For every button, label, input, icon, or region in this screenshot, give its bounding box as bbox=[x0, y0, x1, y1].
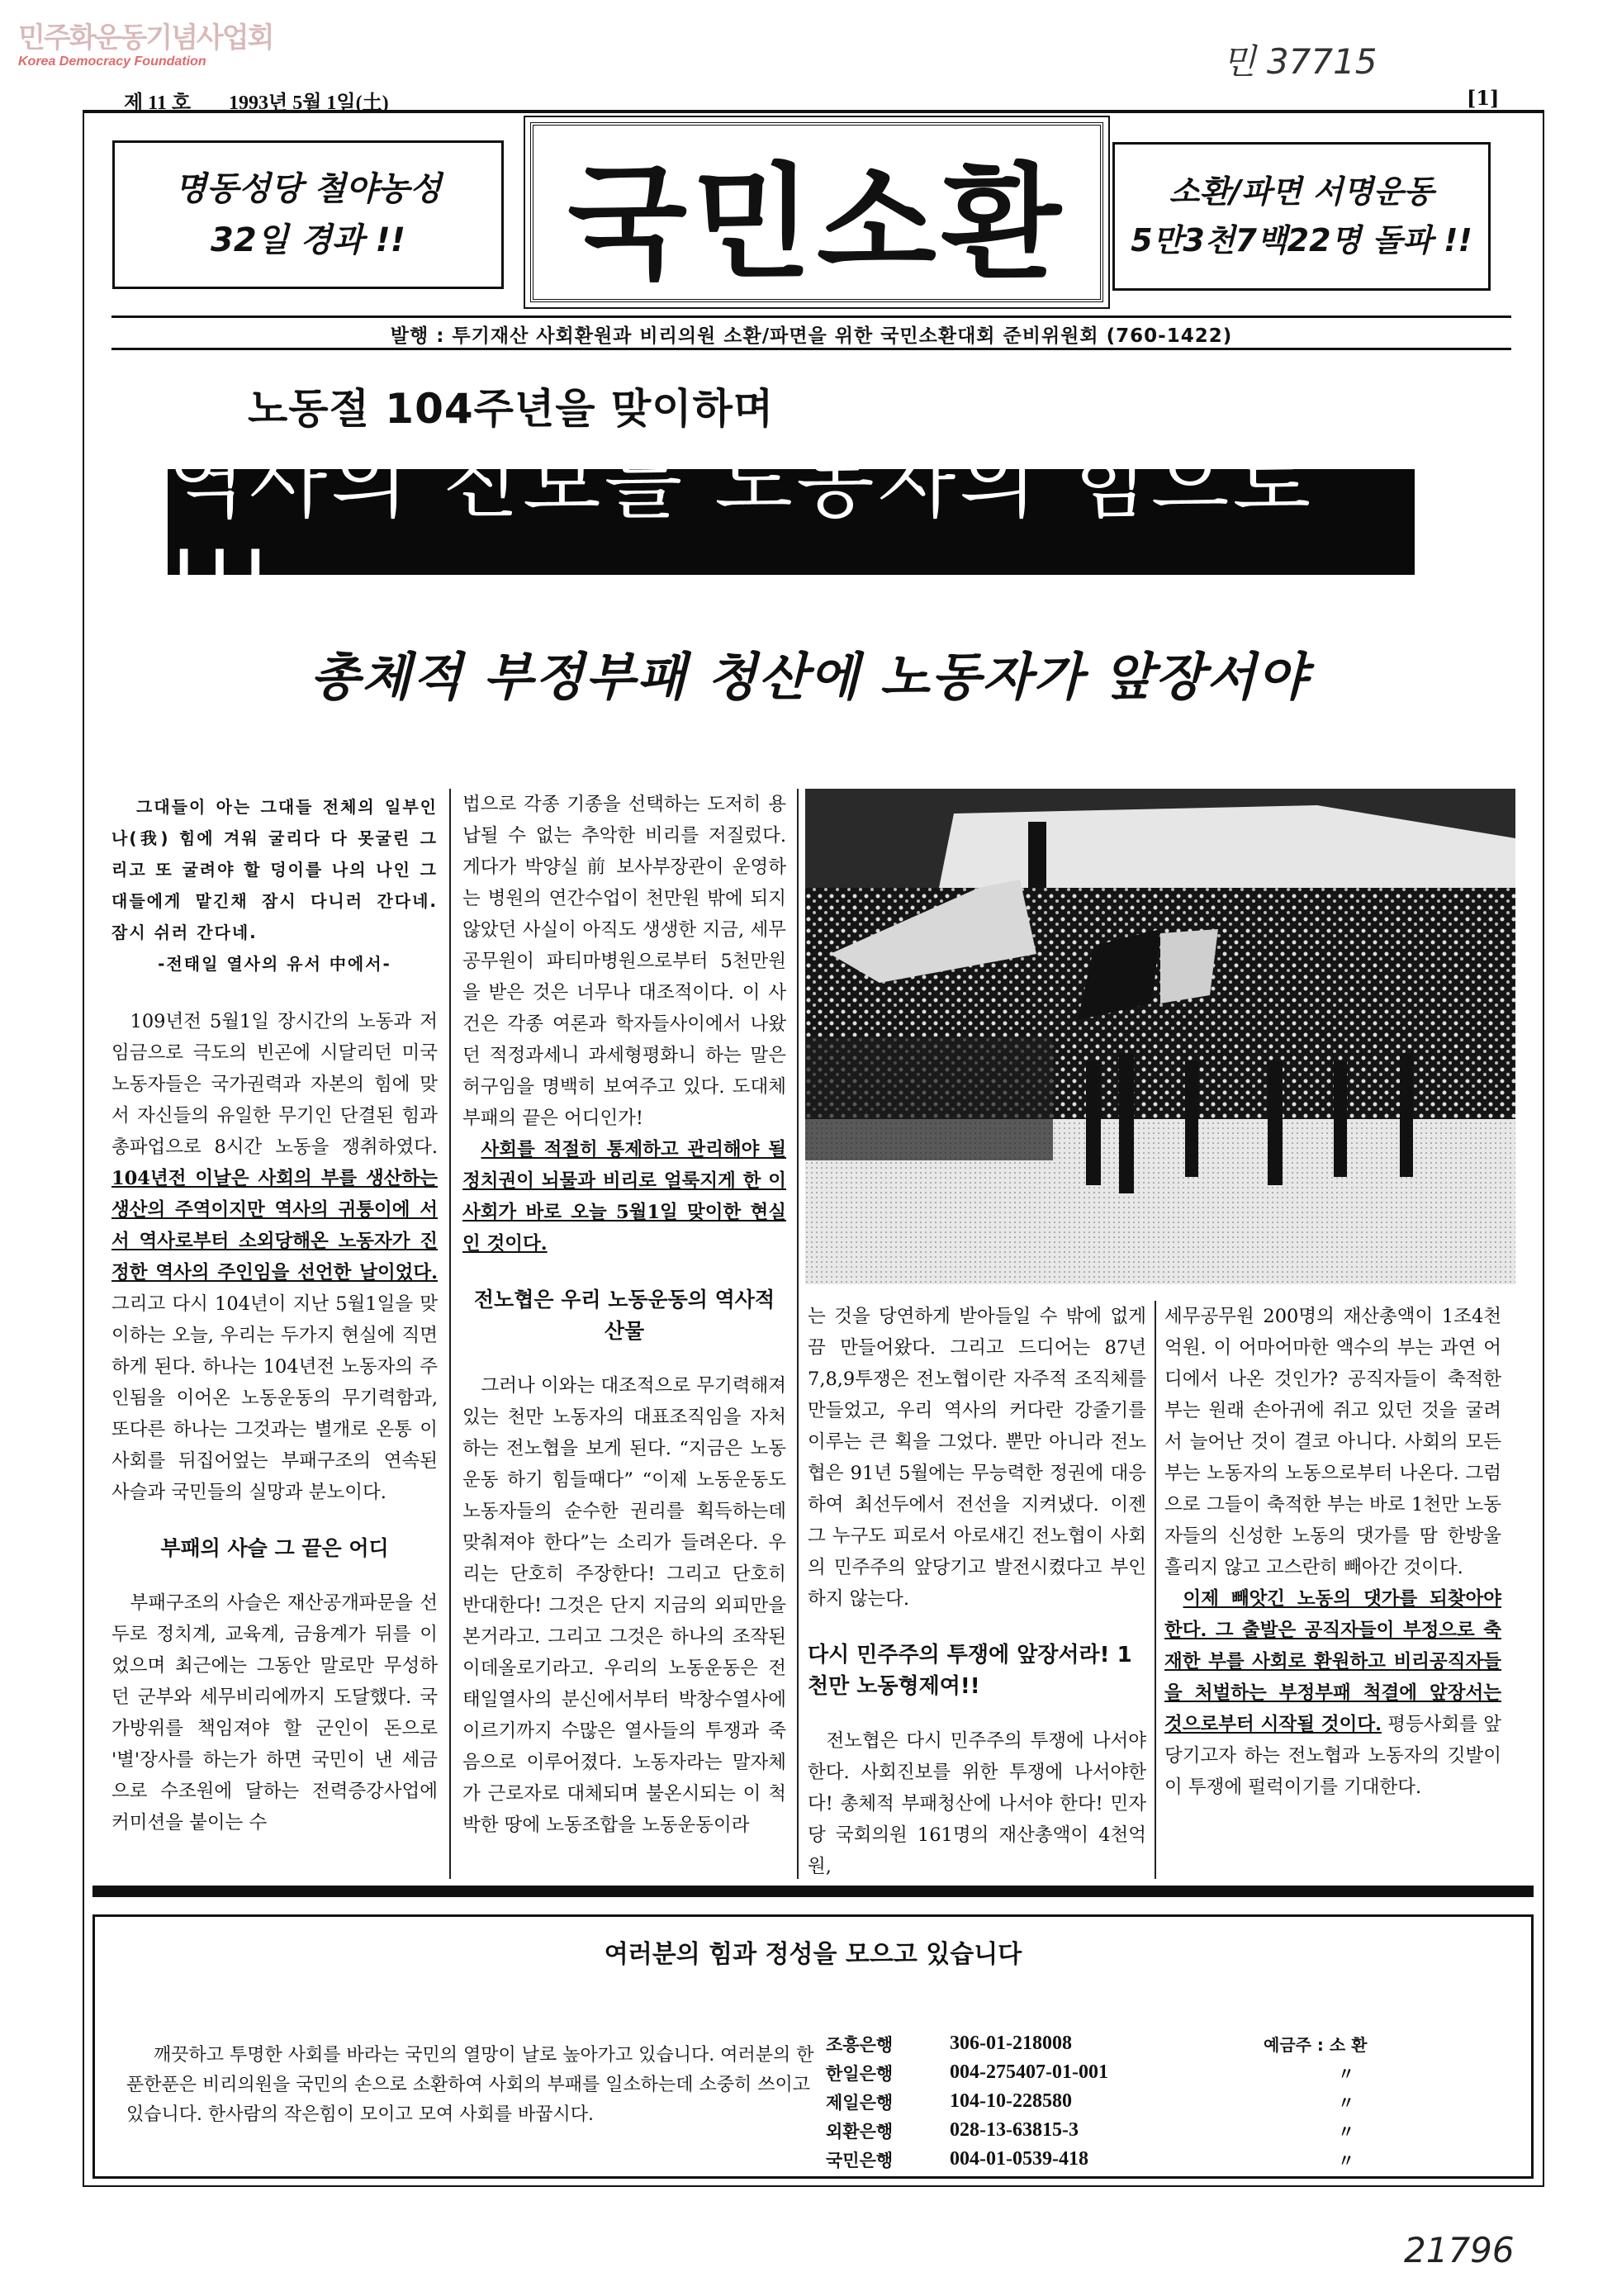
publisher-rule-bottom bbox=[111, 348, 1511, 350]
account-owner: 〃 bbox=[1338, 2151, 1354, 2170]
epigraph-poem bbox=[111, 791, 438, 948]
account-number: 004-275407-01-001 bbox=[950, 2061, 1108, 2083]
donation-appeal-text: 깨끗하고 투명한 사회를 바라는 국민의 열망이 날로 높아가고 있습니다. 여러분의 한푼한푼은 비리의원을 국민의 손으로 소환하여 사회의 부패를 일소하는데 소중히 쓰이고 있습니다. 한사람의 작은힘이 모이고 모여 사회를 바꿉시다. bbox=[126, 2045, 814, 2125]
column-divider bbox=[449, 789, 451, 1879]
account-number: 004-01-0539-418 bbox=[950, 2148, 1088, 2170]
emphasized-text: 이제 빼앗긴 노동의 댓가를 되찾아야 한다. 그 출발은 공직자들이 부정으로 축재한 부를 사회로 환원하고 비리공직자들을 처벌하는 부정부패 척결에 앞장서는 것으로부터 시작될 것이다. bbox=[1164, 1588, 1501, 1735]
column-divider bbox=[1155, 1301, 1156, 1879]
paragraph bbox=[462, 1134, 786, 1259]
main-headline: 역사의 진보를 노동자의 힘으로 !!! bbox=[168, 469, 1415, 575]
account-number: 306-01-218008 bbox=[950, 2033, 1072, 2054]
donation-appeal bbox=[126, 2041, 820, 2130]
emphasized-text: 사회를 적절히 통제하고 관리해야 될 정치권이 뇌물과 비리로 얼룩지게 한 이 사회가 바로 오늘 5월1일 맞이한 현실인 것이다. bbox=[462, 1139, 786, 1255]
bank-name: 한일은행 bbox=[826, 2063, 894, 2084]
rally-photo bbox=[805, 789, 1515, 1284]
bank-name: 조흥은행 bbox=[826, 2034, 894, 2055]
article-column-3 bbox=[808, 1301, 1146, 1882]
epigraph-text: 그대들이 아는 그대들 전체의 일부인 나(我) 힘에 겨워 굴리다 다 못굴린 그리고 또 굴려야 할 덩이를 나의 나인 그대들에게 맡긴채 잠시 다니러 간다네. 잠시 쉬러 간다네. bbox=[111, 797, 438, 942]
bank-account-row bbox=[826, 2118, 1368, 2147]
account-number: 104-10-228580 bbox=[950, 2090, 1072, 2112]
donation-title: 여러분의 힘과 정성을 모으고 있습니다 bbox=[604, 1940, 1022, 1969]
bank-name: 제일은행 bbox=[826, 2092, 894, 2113]
paragraph-text: 평등사회를 앞당기고자 하는 전노협과 노동자의 깃발이 이 투쟁에 펄럭이기를 기대한다. bbox=[1164, 1714, 1501, 1798]
emphasized-text: 104년전 이날은 사회의 부를 생산하는 생산의 주역이지만 역사의 귀퉁이에 서서 역사로부터 소외당해온 노동자가 진정한 역사의 주인임을 선언한 날이었다. bbox=[111, 1168, 438, 1283]
bank-name: 외환은행 bbox=[826, 2121, 894, 2142]
bank-account-list bbox=[826, 2031, 1368, 2175]
rally-photo-image bbox=[805, 789, 1515, 1284]
paragraph: 세무공무원 200명의 재산총액이 1조4천억원. 이 어마어마한 액수의 부는 과연 어디에서 나온 것인가? 공직자들이 축적한 부는 원래 손아귀에 쥐고 있던 것을 굴려서 늘어난 것이 결코 아니다. 사회의 모든 부는 노동자의 노동으로부터 나온다. 그럼으로 그들이 축적한 부는 바로 1천만 노동자들의 신성한 노동의 댓가를 땀 한방울 흘리지 않고 고스란히 빼아간 것이다. bbox=[1164, 1306, 1501, 1578]
section-separator bbox=[92, 1886, 1534, 1897]
sit-in-box bbox=[112, 140, 504, 289]
sit-in-line-2: 32일 경과 !! bbox=[211, 221, 405, 259]
account-owner: 〃 bbox=[1338, 2122, 1354, 2142]
account-owner: 〃 bbox=[1338, 2093, 1354, 2113]
account-owner: 〃 bbox=[1338, 2064, 1354, 2084]
paragraph bbox=[1164, 1583, 1501, 1803]
paragraph: 부패구조의 사슬은 재산공개파문을 선두로 정치계, 교육계, 금융계가 뒤를 이었으며 최근에는 그동안 말로만 무성하던 군부와 세무비리에까지 도달했다. 국가방위를 책임져야 할 군인이 돈으로 '별'장사를 하는가 하면 국민이 낸 세금으로 수조원에 달하는 전력증강사업에 커미션을 붙이는 수 bbox=[111, 1592, 438, 1833]
bank-account-row bbox=[826, 2031, 1368, 2060]
section-heading-knu: 전노협은 우리 노동운동의 역사적 산물 bbox=[473, 1288, 775, 1343]
bank-account-row bbox=[826, 2060, 1368, 2089]
sub-headline: 총체적 부정부패 청산에 노동자가 앞장서야 bbox=[310, 647, 1309, 707]
archive-watermark-korean: 민주화운동기념사업회 bbox=[18, 21, 273, 55]
article-column-1 bbox=[111, 791, 438, 1838]
kicker-headline: 노동절 104주년을 맞이하며 bbox=[248, 385, 775, 433]
bank-account-row bbox=[826, 2147, 1368, 2175]
paragraph: 그러나 이와는 대조적으로 무기력해져 있는 천만 노동자의 대표조직임을 자처하는 전노협을 보게 된다. “지금은 노동운동 하기 힘들때다” “이제 노동운동도 노동자들의 순수한 권리를 획득하는데 맞춰져야 한다”는 소리가 들려온다. 우리는 단호히 주장한다! 그리고 단호히 반대한다! 그것은 단지 지금의 외피만을 본거라고. 그리고 그것은 하나의 조작된 이데올로기라고. 우리의 노동운동은 전태일열사의 분신에서부터 박창수열사에 이르기까지 수많은 열사들의 투쟁과 죽음으로 이루어졌다. 노동자라는 말자체가 근로자로 대체되며 불온시되는 이 척박한 땅에 노동조합을 노동운동이라 bbox=[462, 1375, 786, 1836]
article-column-4 bbox=[1164, 1301, 1501, 1803]
section-heading-democracy-struggle: 다시 민주주의 투쟁에 앞장서라! 1천만 노동형제여!! bbox=[808, 1643, 1132, 1699]
petition-line-1: 소환/파면 서명운동 bbox=[1169, 173, 1434, 211]
bank-account-row bbox=[826, 2089, 1368, 2118]
article-column-2 bbox=[462, 789, 786, 1841]
epigraph-source: -전태일 열사의 유서 中에서- bbox=[158, 954, 391, 974]
section-heading-corruption-chain: 부패의 사슬 그 끝은 어디 bbox=[160, 1536, 389, 1560]
paragraph-text: 109년전 5월1일 장시간의 노동과 저임금으로 극도의 빈곤에 시달리던 미국노동자들은 국가권력과 자본의 힘에 맞서 자신들의 유일한 무기인 단결된 힘과 총파업으로 8시간 노동을 쟁취하였다. bbox=[111, 1011, 438, 1158]
paragraph bbox=[111, 1006, 438, 1508]
sit-in-line-1: 명동성당 철야농성 bbox=[174, 170, 442, 208]
masthead-title: 국민소환 bbox=[530, 122, 1103, 302]
handwritten-catalog-number: 민 37715 bbox=[1222, 41, 1378, 82]
bank-name: 국민은행 bbox=[826, 2150, 894, 2170]
paragraph: 법으로 각종 기종을 선택하는 도저히 용납될 수 없는 추악한 비리를 저질렀다. 게다가 박양실 前 보사부장관이 운영하는 병원의 연간수업이 천만원 밖에 되지 않았던 사실이 아직도 생생한 지금, 세무공무원이 파티마병원으로부터 5천만원을 받은 것은 너무나 대조적이다. 이 사건은 각종 여론과 학자들사이에서 나왔던 적정과세니 과세형평화니 하는 말은 허구임을 명백히 보여주고 있다. 도대체 부패의 끝은 어디인가! bbox=[462, 794, 786, 1129]
paragraph: 전노협은 다시 민주주의 투쟁에 나서야 한다. 사회진보를 위한 투쟁에 나서야한다! 총체적 부패청산에 나서야 한다! 민자당 국회의원 161명의 재산총액이 4천억원, bbox=[808, 1730, 1146, 1877]
petition-box bbox=[1112, 142, 1491, 291]
issue-date: 1993년 5월 1일(土) bbox=[229, 93, 389, 114]
handwritten-archive-number: 21796 bbox=[1404, 2230, 1515, 2270]
publisher-line: 발행 : 투기재산 사회환원과 비리의원 소환/파면을 위한 국민소환대회 준비위원회 (760-1422) bbox=[390, 325, 1233, 347]
column-divider bbox=[797, 789, 799, 1879]
archive-watermark-english: Korea Democracy Foundation bbox=[18, 55, 206, 69]
account-number: 028-13-63815-3 bbox=[950, 2119, 1079, 2141]
paragraph: 는 것을 당연하게 받아들일 수 밖에 없게끔 만들어왔다. 그리고 드디어는 87년 7,8,9투쟁은 전노협이란 자주적 조직체를 만들었고, 우리 역사의 커다란 강줄기를 이루는 큰 획을 그었다. 뿐만 아니라 전노협은 91년 5월에는 무능력한 정권에 대응하여 최선두에서 전선을 지켜냈다. 이젠 그 누구도 피로서 아로새긴 전노협이 사회의 민주주의 앞당기고 발전시켰다고 부인하지 않는다. bbox=[808, 1306, 1146, 1610]
page-number: [1] bbox=[1467, 86, 1500, 110]
issue-number: 제 11 호 bbox=[124, 93, 192, 114]
paragraph-text: 그리고 다시 104년이 지난 5월1일을 맞이하는 오늘, 우리는 두가지 현실에 직면하게 된다. 하나는 104년전 노동자의 주인됨을 이어온 노동운동의 무기력함과, 또다른 하나는 그것과는 별개로 온통 이 사회를 뒤집어엎는 부패구조의 연속된 사슬과 국민들의 실망과 분노이다. bbox=[111, 1293, 438, 1503]
petition-line-2: 5만3천7백22명 돌파 !! bbox=[1131, 222, 1472, 259]
account-owner: 예금주 : 소 환 bbox=[1264, 2035, 1368, 2055]
donation-box bbox=[92, 1914, 1534, 2179]
publisher-rule-top bbox=[111, 315, 1511, 318]
